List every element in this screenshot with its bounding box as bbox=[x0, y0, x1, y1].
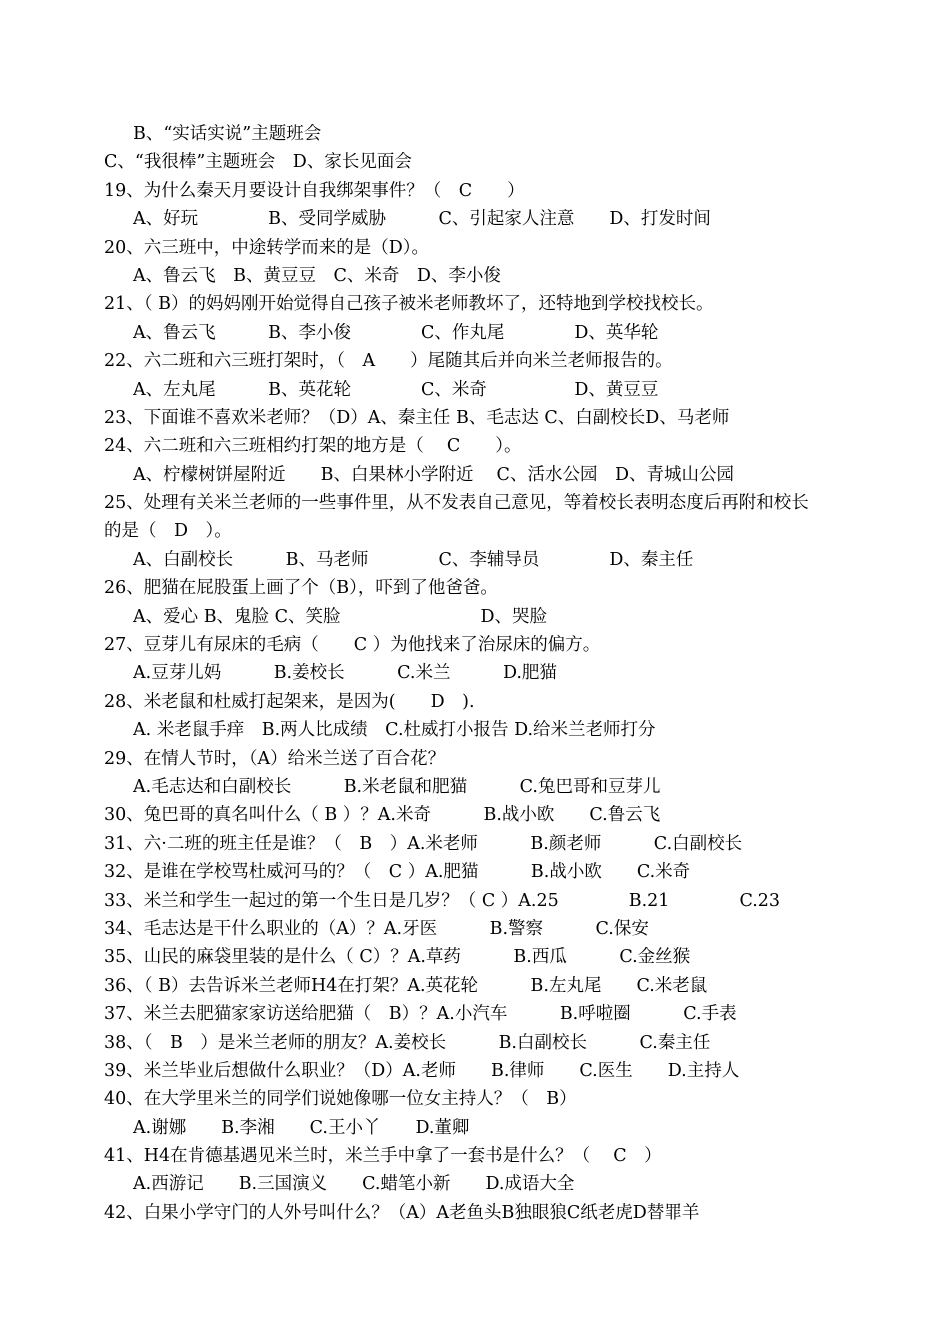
answer-options-line: A、鲁云飞 B、黄豆豆 C、米奇 D、李小俊 bbox=[133, 265, 501, 286]
question-line: 36、（ B）去告诉米兰老师H4在打架？A.英花轮 B.左丸尾 C.米老鼠 bbox=[104, 975, 708, 996]
question-line: 30、兔巴哥的真名叫什么（ B ）？A.米奇 B.战小欧 C.鲁云飞 bbox=[104, 805, 661, 826]
question-line: 21、（ B）的妈妈刚开始觉得自己孩子被米老师教坏了，还特地到学校找校长。 bbox=[104, 294, 714, 315]
question-line: 34、毛志达是干什么职业的（A）？A.牙医 B.警察 C.保安 bbox=[104, 918, 649, 939]
answer-options-line: A、左丸尾 B、英花轮 C、米奇 D、黄豆豆 bbox=[133, 379, 659, 400]
question-line: 33、米兰和学生一起过的第一个生日是几岁？（ C ）A.25 B.21 C.23 bbox=[104, 890, 781, 911]
question-line: 35、山民的麻袋里装的是什么（ C）？A.草药 B.西瓜 C.金丝猴 bbox=[104, 947, 691, 968]
question-line: 的是（ D ）。 bbox=[104, 521, 232, 542]
answer-options-line: A、白副校长 B、马老师 C、李辅导员 D、秦主任 bbox=[133, 549, 694, 570]
answer-options-line: A.西游记 B.三国演义 C.蜡笔小新 D.成语大全 bbox=[133, 1174, 575, 1195]
answer-options-line: A.豆芽儿妈 B.姜校长 C.米兰 D.肥猫 bbox=[133, 663, 557, 684]
question-line: 37、米兰去肥猫家家访送给肥猫（ B）？A.小汽车 B.呼啦圈 C.手表 bbox=[104, 1004, 737, 1025]
question-line: 41、H4在肯德基遇见米兰时，米兰手中拿了一套书是什么？（ C ） bbox=[104, 1146, 662, 1167]
answer-options-line: A、好玩 B、受同学威胁 C、引起家人注意 D、打发时间 bbox=[133, 209, 711, 230]
question-line: 24、六二班和六三班相约打架的地方是（ C ）。 bbox=[104, 436, 522, 457]
answer-options-line: A、柠檬树饼屋附近 B、白果林小学附近 C、活水公园 D、青城山公园 bbox=[133, 464, 734, 485]
question-line: 25、处理有关米兰老师的一些事件里，从不发表自己意见，等着校长表明态度后再附和校长 bbox=[104, 493, 809, 514]
answer-options-line: A、鲁云飞 B、李小俊 C、作丸尾 D、英华轮 bbox=[133, 322, 659, 343]
question-line: 20、六三班中，中途转学而来的是（D）。 bbox=[104, 237, 430, 258]
question-line: 22、六二班和六三班打架时，（ A ）尾随其后并向米兰老师报告的。 bbox=[104, 351, 673, 372]
question-line: 32、是谁在学校骂杜威河马的？（ C ）A.肥猫 B.战小欧 C.米奇 bbox=[104, 862, 691, 883]
question-line: 38、（ B ）是米兰老师的朋友？A.姜校长 B.白副校长 C.秦主任 bbox=[104, 1032, 711, 1053]
question-line: 31、六·二班的班主任是谁？（ B ）A.米老师 B.颜老师 C.白副校长 bbox=[104, 833, 743, 854]
question-line: 42、白果小学守门的人外号叫什么？（A）A老鱼头B独眼狼C纸老虎D替罪羊 bbox=[104, 1202, 700, 1223]
question-line: 27、豆芽儿有尿床的毛病（ C ）为他找来了治尿床的偏方。 bbox=[104, 635, 601, 656]
document-body bbox=[0, 120, 950, 1227]
question-line: 19、为什么秦天月要设计自我绑架事件？（ C ） bbox=[104, 180, 525, 201]
answer-options-line: A.谢娜 B.李湘 C.王小丫 D.董卿 bbox=[133, 1117, 470, 1138]
question-line: 29、在情人节时，（A）给米兰送了百合花？ bbox=[104, 748, 446, 769]
answer-options-line: A、爱心 B、鬼脸 C、笑脸 D、哭脸 bbox=[133, 606, 548, 627]
question-line: 23、下面谁不喜欢米老师？（D）A、秦主任 B、毛志达 C、白副校长D、马老师 bbox=[104, 407, 730, 428]
question-line: 28、米老鼠和杜威打起架来，是因为( D ). bbox=[104, 691, 475, 712]
question-line: C、“我很棒”主题班会 D、家长见面会 bbox=[104, 152, 412, 173]
answer-options-line: B、“实话实说”主题班会 bbox=[133, 124, 322, 144]
question-line: 26、肥猫在屁股蛋上画了个（B），吓到了他爸爸。 bbox=[104, 578, 498, 599]
question-line: 39、米兰毕业后想做什么职业？（D）A.老师 B.律师 C.医生 D.主持人 bbox=[104, 1060, 740, 1081]
question-line: 40、在大学里米兰的同学们说她像哪一位女主持人？（ B） bbox=[104, 1089, 577, 1110]
answer-options-line: A. 米老鼠手痒 B.两人比成绩 C.杜威打小报告 D.给米兰老师打分 bbox=[133, 720, 656, 741]
answer-options-line: A.毛志达和白副校长 B.米老鼠和肥猫 C.兔巴哥和豆芽儿 bbox=[133, 776, 661, 797]
